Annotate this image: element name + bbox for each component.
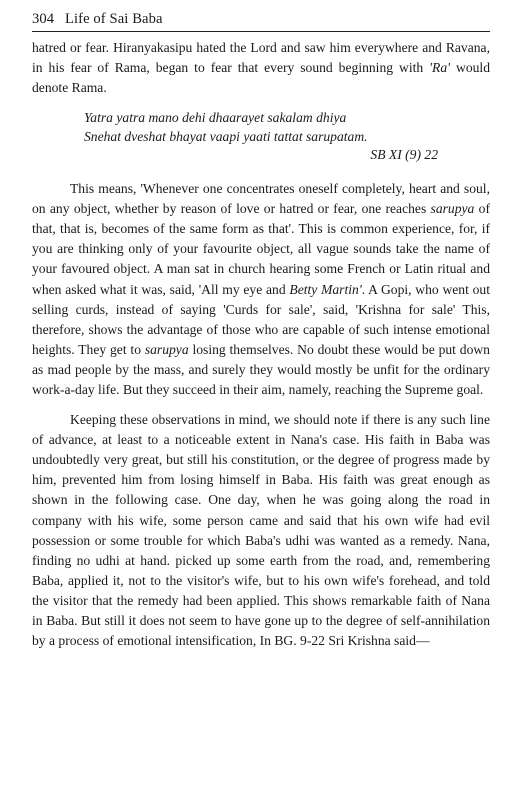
verse-line-2: Snehat dveshat bhayat vaapi yaati tattat sarupatam.	[84, 128, 368, 144]
page-number: 304	[32, 11, 55, 27]
page-header	[32, 10, 490, 32]
paragraph-3: Keeping these observations in mind, we should note if there is any such line of advance, at least to a noticeable extent in Nana's case. His faith in Baba was undoubtedly very great, but still his constitution, or the degree of progress made by him, prevented him from losing himself in Baba. His faith was great enough as shown in the following case. One day, when he was going along the road in company with his wife, some person came and said that his own wife had evil possession or some trouble for which Baba's udhi was wanted as a remedy. Nana, finding no udhi at hand. picked up some earth from the road, and, remembering Baba, applied it, not to the visitor's wife, but to his own wife's forehead, and told the visitor that the remedy had been applied. This shows remarkable faith of Nana in Baba. But still it does not seem to have gone up to the degree of self-annihilation by a process of emotional intensification, In BG. 9-22 Sri Krishna said—	[32, 412, 490, 649]
paragraph-2-text-c: . A Gopi, who went out selling curds, instead of saying 'Curds for sale', said, 'Krishna for sale' This, therefore, shows the advantage of those who are capable of such intense emotional heights. They get to	[32, 281, 490, 357]
running-title: Life of Sai Baba	[64, 11, 163, 27]
paragraph-2-text-b: of that, that is, becomes of the same form as that'. This is common experience, for, if you are thinking only of your favourite object, all vague sounds take the name of your favoured object. A man sat in church hearing some French or Latin ritual and when asked what it was, said, 'All my eye and	[32, 201, 490, 297]
paragraph-2-text-a: This means, 'Whenever one concentrates oneself completely, heart and soul, on any object, whether by reason of love or hatred or fear, one reaches	[32, 181, 490, 217]
paragraph-gap	[32, 400, 490, 410]
verse-reference: SB XI (9) 22	[370, 147, 438, 163]
paragraph-2	[32, 179, 490, 400]
paragraph-2-italic-a: sarupya	[430, 201, 475, 217]
paragraph-1-text-end: would denote Rama.	[32, 60, 491, 96]
paragraph-2-text-d: losing themselves. No doubt these would be put down as mad people by the mass, and surely they would mostly be unfit for the ordinary work-a-day life. But they succeed in their aim, namely, reaching the Supreme goal.	[32, 341, 490, 397]
paragraph-2-italic-c: sarupya	[144, 341, 189, 357]
paragraph-2-italic-b: Betty Martin'	[289, 281, 362, 297]
paragraph-1	[32, 38, 490, 98]
paragraph-1-italic: 'Ra'	[429, 60, 451, 76]
verse-line-1: Yatra yatra mano dehi dhaarayet sakalam dhiya	[84, 110, 347, 126]
paragraph-1-text: hatred or fear. Hiranyakasipu hated the Lord and saw him everywhere and Ravana, in his fear of Rama, began to fear that every sound beginning with	[32, 40, 490, 76]
sanskrit-verse	[84, 109, 490, 165]
